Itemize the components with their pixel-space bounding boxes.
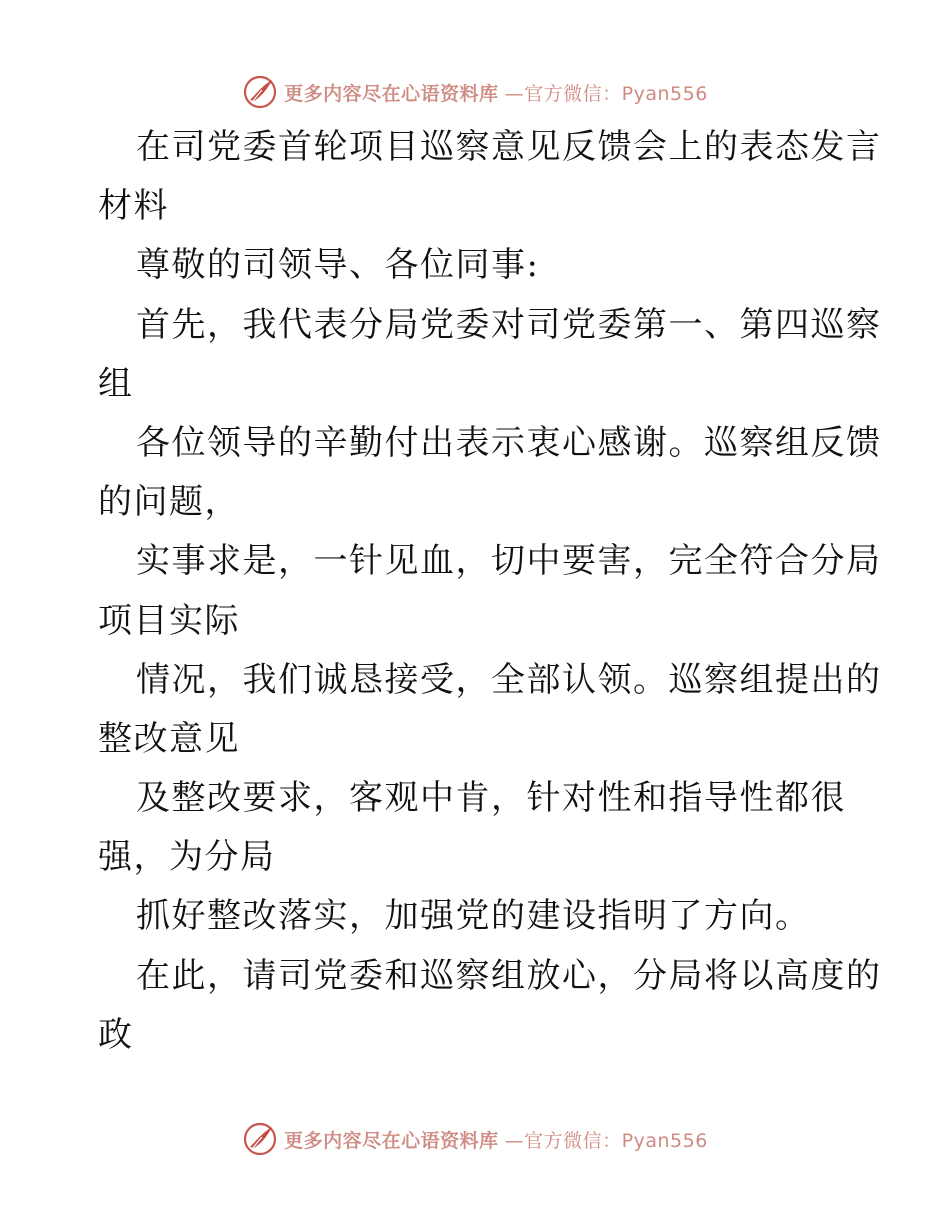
doc-line: 的问题， bbox=[98, 482, 240, 523]
quill-logo-icon bbox=[242, 74, 278, 110]
doc-line: 项目实际 bbox=[98, 600, 240, 641]
doc-title-line-1: 在司党委首轮项目巡察意见反馈会上的表态发言 bbox=[136, 127, 882, 167]
doc-line: 各位领导的辛勤付出表示衷心感谢。巡察组反馈 bbox=[136, 422, 882, 463]
doc-title-line-2: 材料 bbox=[98, 186, 169, 227]
doc-line: 抓好整改落实，加强党的建设指明了方向。 bbox=[136, 896, 811, 937]
watermark-contact-text: —官方微信：Pyan556 bbox=[504, 1129, 708, 1152]
doc-line: 首先，我代表分局党委对司党委第一、第四巡察 bbox=[136, 304, 882, 345]
document-body bbox=[98, 118, 882, 1065]
doc-line: 情况，我们诚恳接受，全部认领。巡察组提出的 bbox=[136, 659, 882, 700]
doc-line: 组 bbox=[98, 363, 134, 404]
doc-line: 强，为分局 bbox=[98, 837, 276, 878]
watermark-main-text: 更多内容尽在心语资料库 bbox=[284, 82, 499, 105]
doc-line: 实事求是，一针见血，切中要害，完全符合分局 bbox=[136, 541, 882, 582]
footer-watermark bbox=[0, 1117, 950, 1161]
doc-line: 在此，请司党委和巡察组放心，分局将以高度的 bbox=[136, 955, 882, 996]
quill-logo-icon bbox=[242, 1121, 278, 1157]
doc-line: 政 bbox=[98, 1014, 134, 1055]
header-watermark bbox=[0, 70, 950, 114]
doc-salutation: 尊敬的司领导、各位同事: bbox=[136, 245, 540, 286]
watermark-main-text: 更多内容尽在心语资料库 bbox=[284, 1129, 499, 1152]
doc-line: 及整改要求，客观中肯，针对性和指导性都很 bbox=[136, 778, 846, 819]
doc-line: 整改意见 bbox=[98, 718, 240, 759]
watermark-contact-text: —官方微信：Pyan556 bbox=[504, 82, 708, 105]
